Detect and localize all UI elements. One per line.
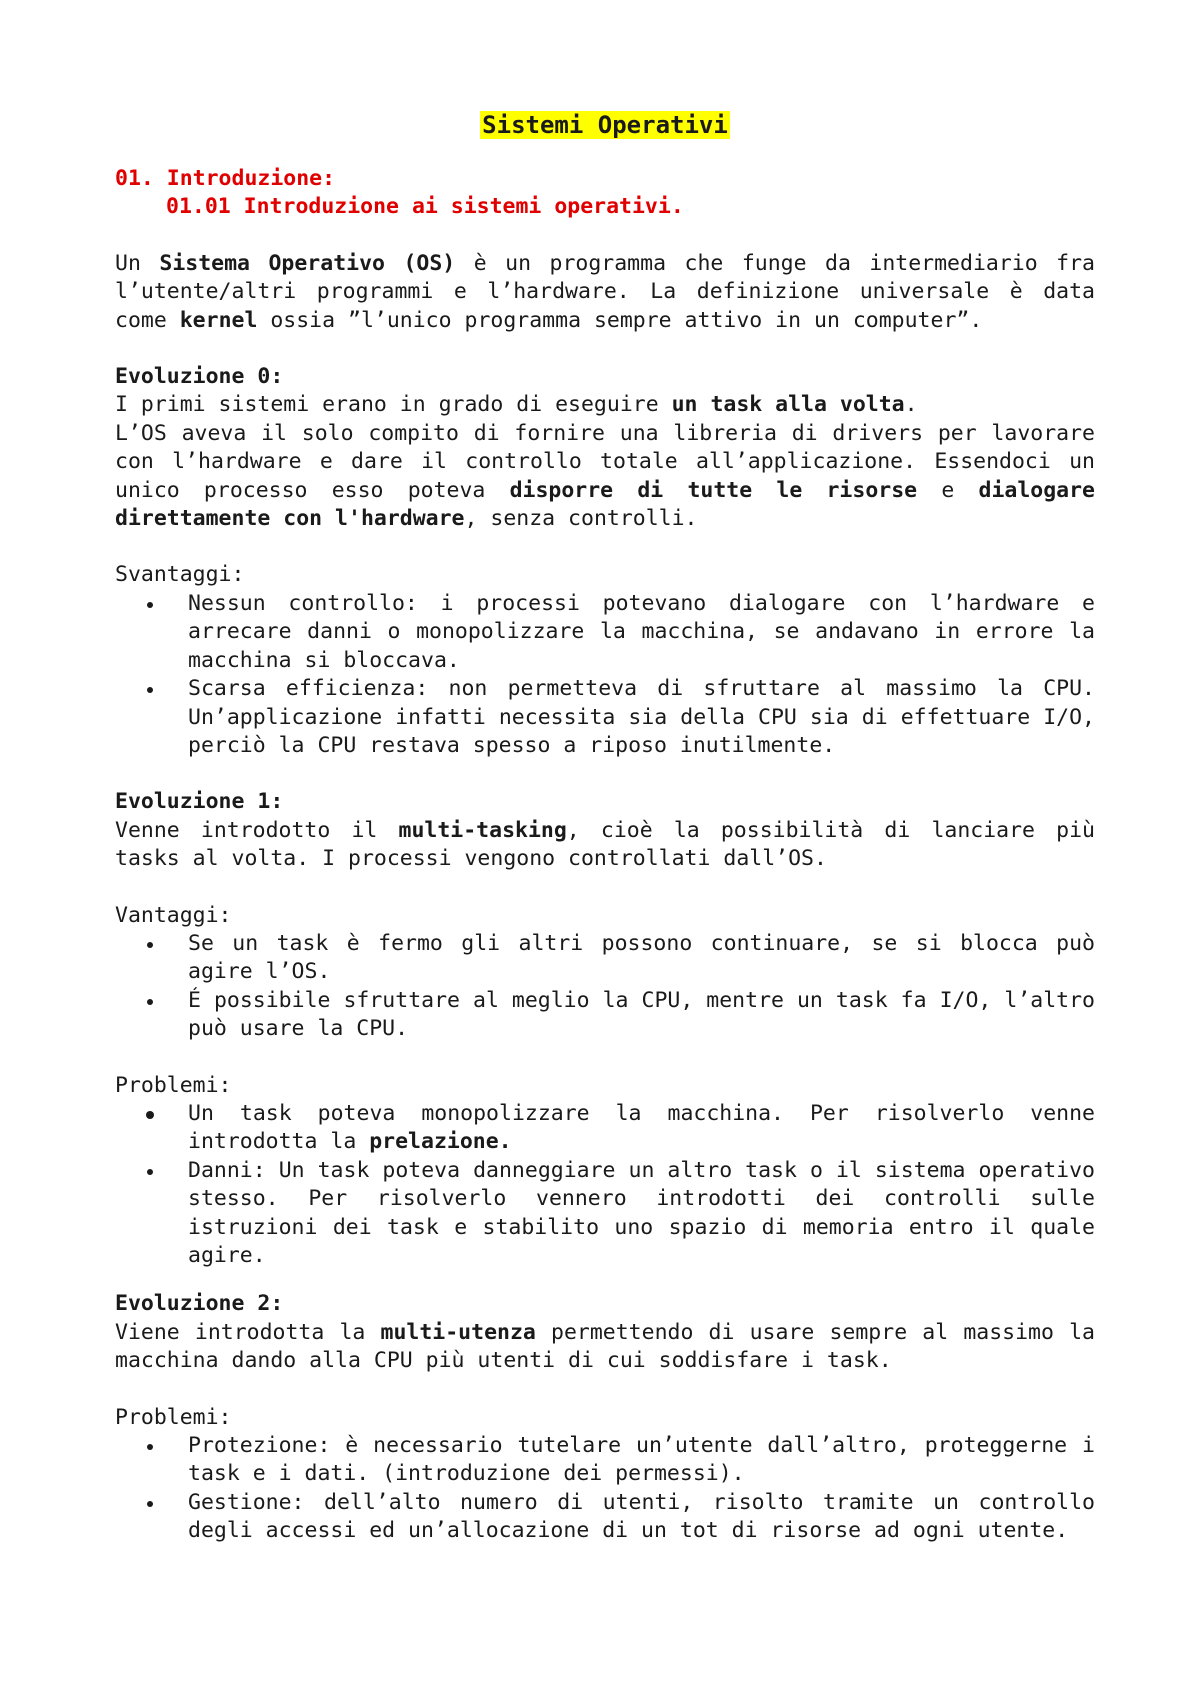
- list-item: Se un task è fermo gli altri possono continuare, se si blocca può agire l’OS.: [115, 930, 1095, 987]
- list-item: Un task poteva monopolizzare la macchina. Per risolverlo venne introdotta la prelazione.: [115, 1100, 1095, 1157]
- evo1-advantages-list: [115, 930, 1095, 1044]
- title-container: [115, 108, 1095, 148]
- list-item: Nessun controllo: i processi potevano dialogare con l’hardware e arrecare danni o monopolizzare la macchina, se andavano in errore la macchina si bloccava.: [115, 590, 1095, 675]
- evo2-problems-label: Problemi:: [115, 1404, 232, 1430]
- list-item: É possibile sfruttare al meglio la CPU, mentre un task fa I/O, l’altro può usare la CPU.: [115, 987, 1095, 1044]
- evo1-problems-label: Problemi:: [115, 1072, 232, 1098]
- kernel-term: kernel: [179, 307, 258, 333]
- section-heading: 01. Introduzione:: [115, 166, 336, 191]
- evo0-disadvantages-list: [115, 590, 1095, 760]
- document-page: [115, 108, 1095, 1546]
- evo1-paragraph: Venne introdotto il multi-tasking, cioè la possibilità di lanciare più tasks al volta. I processi vengono controllati dall’OS.: [115, 817, 1095, 872]
- list-item: Gestione: dell’alto numero di utenti, risolto tramite un controllo degli accessi ed un’allocazione di un tot di risorse ad ogni utente.: [115, 1489, 1095, 1546]
- list-item: Protezione: è necessario tutelare un’utente dall’altro, proteggerne i task e i dati. (introduzione dei permessi).: [115, 1432, 1095, 1489]
- evo2-paragraph: Viene introdotta la multi-utenza permettendo di usare sempre al massimo la macchina dando alla CPU più utenti di cui soddisfare i task.: [115, 1319, 1095, 1374]
- list-item: Danni: Un task poteva danneggiare un altro task o il sistema operativo stesso. Per risolverlo vennero introdotti dei controlli sulle istruzioni dei task e stabilito uno spazio di memoria entro il quale agire.: [115, 1157, 1095, 1271]
- list-item: Scarsa efficienza: non permetteva di sfruttare al massimo la CPU. Un’applicazione infatti necessita sia della CPU sia di effettuare I/O, perciò la CPU restava spesso a riposo inutilmente.: [115, 675, 1095, 760]
- evo1-advantages-label: Vantaggi:: [115, 902, 232, 928]
- document-title: Sistemi Operativi: [482, 111, 728, 139]
- evo2-problems-list: [115, 1432, 1095, 1546]
- evo1-problems-list: [115, 1100, 1095, 1270]
- evo0-line1: I primi sistemi erano in grado di eseguire un task alla volta.: [115, 392, 918, 418]
- evo2-heading: Evoluzione 2:: [115, 1291, 284, 1317]
- subsection-heading: 01.01 Introduzione ai sistemi operativi.: [166, 194, 684, 220]
- os-term: Sistema Operativo (OS): [159, 250, 456, 276]
- evo0-heading: Evoluzione 0:: [115, 364, 284, 390]
- evo1-heading: Evoluzione 1:: [115, 789, 284, 815]
- evo0-paragraph: L’OS aveva il solo compito di fornire una libreria di drivers per lavorare con l’hardware e dare il controllo totale all’applicazione. Essendoci un unico processo esso poteva disporre di tutte le risorse e dialogare direttamente con l'hardware, senza controlli.: [115, 420, 1095, 532]
- evo0-list-label: Svantaggi:: [115, 562, 245, 588]
- intro-paragraph: Un Sistema Operativo (OS) è un programma che funge da intermediario fra l’utente/altri programmi e l’hardware. La definizione universale è data come kernel ossia ”l’unico programma sempre attivo in un computer”.: [115, 250, 1095, 333]
